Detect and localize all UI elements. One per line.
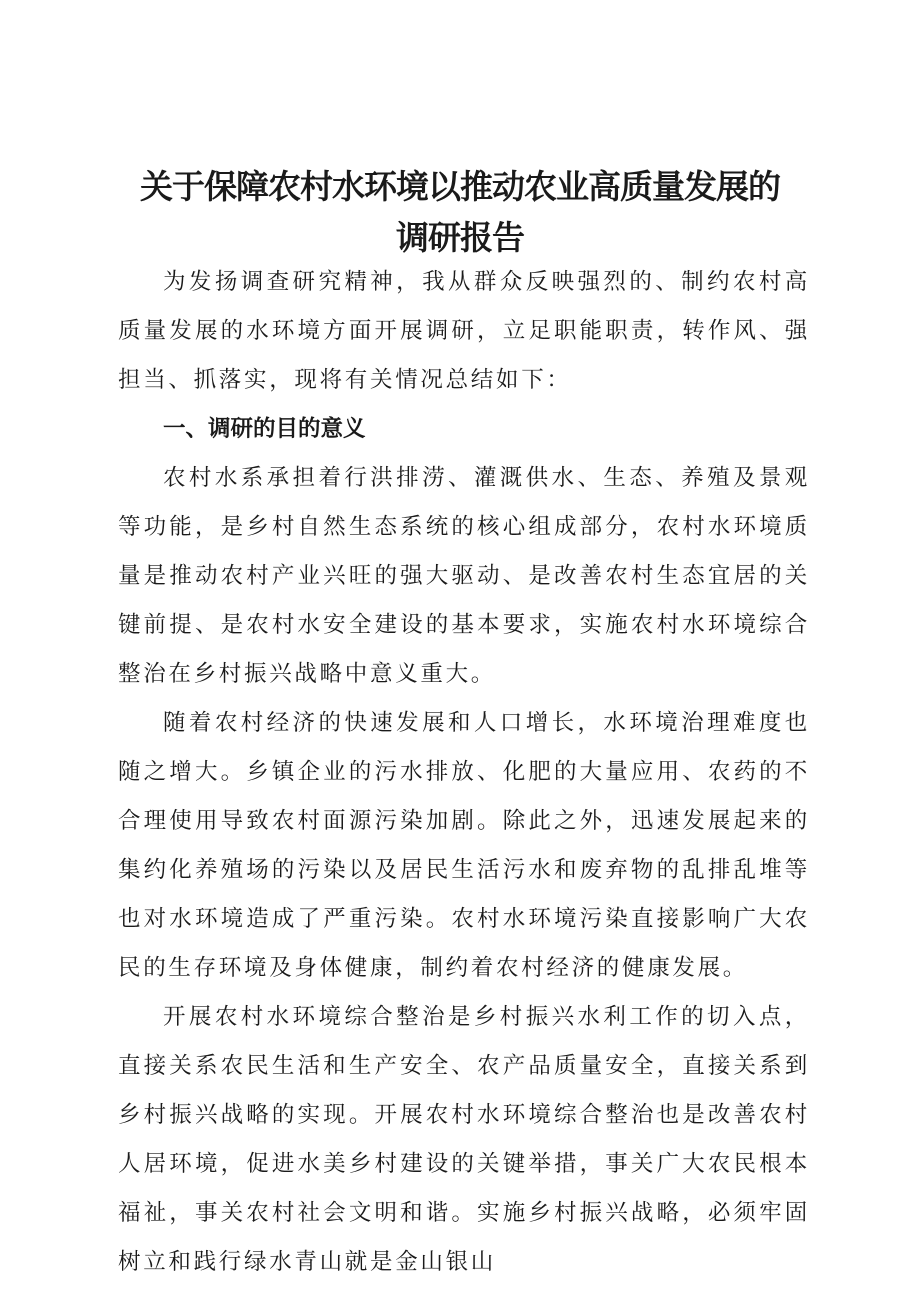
body-paragraph: 随着农村经济的快速发展和人口增长，水环境治理难度也随之增大。乡镇企业的污水排放、化肥的大量应用、农药的不合理使用导致农村面源污染加剧。除此之外，迅速发展起来的集约化养殖场的污染以及居民生活污水和废弃物的乱排乱堆等也对水环境造成了严重污染。农村水环境污染直接影响广大农民的生存环境及身体健康，制约着农村经济的健康发展。	[118, 710, 810, 981]
document-body	[118, 258, 810, 1287]
body-paragraph: 开展农村水环境综合整治是乡村振兴水利工作的切入点，直接关系农民生活和生产安全、农产品质量安全，直接关系到乡村振兴战略的实现。开展农村水环境综合整治也是改善农村人居环境，促进水美乡村建设的关键举措，事关广大农民根本福祉，事关农村社会文明和谐。实施乡村振兴战略，必须牢固树立和践行绿水青山就是金山银山	[118, 1004, 810, 1275]
document-title-line-1: 关于保障农村水环境以推动农业高质量发展的	[140, 167, 780, 206]
intro-paragraph: 为发扬调查研究精神，我从群众反映强烈的、制约农村高质量发展的水环境方面开展调研，立足职能职责，转作风、强担当、抓落实，现将有关情况总结如下：	[118, 269, 810, 393]
body-paragraph: 农村水系承担着行洪排涝、灌溉供水、生态、养殖及景观等功能，是乡村自然生态系统的核心组成部分，农村水环境质量是推动农村产业兴旺的强大驱动、是改善农村生态宜居的关键前提、是农村水安全建设的基本要求，实施农村水环境综合整治在乡村振兴战略中意义重大。	[118, 465, 810, 687]
section-heading: 一、调研的目的意义	[163, 416, 366, 442]
document-title-line-2: 调研报告	[396, 218, 524, 257]
